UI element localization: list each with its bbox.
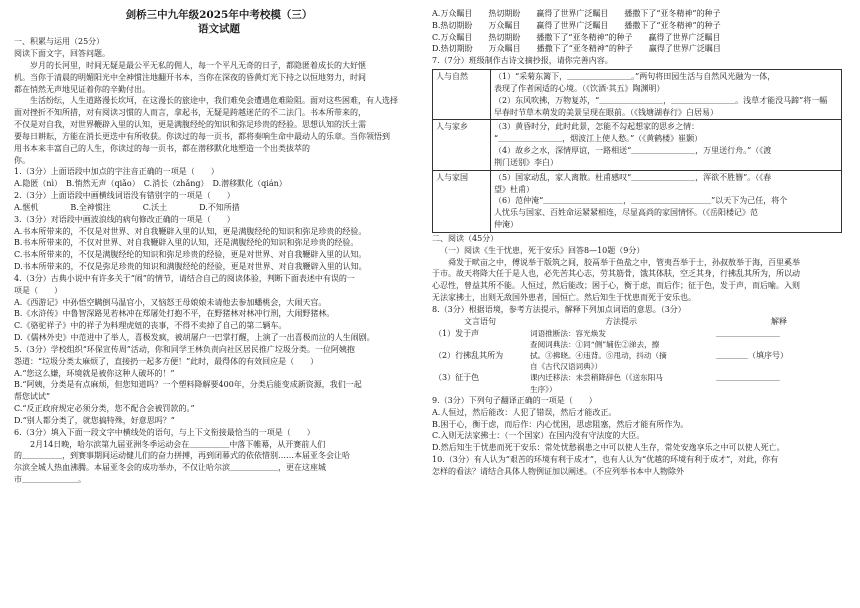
hint-line: 课内迁移法：未尝稍降辞色（《送东阳马 [530,373,663,383]
question-5 [14,344,424,427]
section1-instruction: 阅读下面文字，回答问题。 [14,49,110,59]
answer-blank[interactable]: ＿＿＿＿＿＿＿＿ [716,328,780,338]
hint-line: 词语推断法：容光焕发 [530,328,606,338]
table-row [432,328,844,350]
table-line: 望》杜甫） [494,184,534,194]
passage [14,60,424,166]
table-cell: （2）行拂乱其所为 [434,351,504,360]
section2-heading: 二、阅读（45分） [432,233,499,243]
table-line: “＿＿＿＿＿＿＿＿，烟波江上使人愁。”（《黄鹤楼》崔颢） [494,134,703,144]
question-stem: 4.（3分）古典小说中有许多关于“闹”的情节，请结合自己的阅读体验，判断下面表述中有误的一 [14,273,355,283]
question-option: D.热切期盼 万众瞩目 播撒下了“亚冬精神”的种子 赢得了世界广泛瞩目 [432,44,721,54]
question-6 [14,427,424,486]
question-option: C.《骆驼祥子》中的祥子为料理虎妞的丧事，不得不卖掉了自己的第二辆车。 [14,321,287,331]
exam-subtitle: 语文试题 [198,23,240,36]
table-line: 早春时节草木萌发的美景呈现在眼前。（《钱塘湖春行》白居易） [494,107,718,117]
hint-line: 查阅词典法：①同“侧”辅佐②涕去，擦 [530,339,660,349]
table-cell [528,350,714,372]
hint-line: 生序》） [530,384,557,394]
question-stem: 10.（3分）有人认为“艰苦的环境有利于成才”，也有人认为“优越的环境有利于成才”，对此，你有 [432,455,779,465]
passage-line: 生活纷纭，人生道路漫长坎坷，在这漫长的旅途中，我们难免会遭遇危难险阻。面对这些困难，有人选择 [30,96,398,106]
question-text: 的＿＿＿＿＿，到赛事期间运动健儿们的奋力拼搏，再到闭幕式的依依惜别……本届亚冬会让哈 [14,451,350,461]
passage-line: 用书本来丰富自己的人生，你读过的每一页书，都在潜移默化地塑造一个出类拔萃的 [14,143,310,153]
hint-line: 自《古代汉语词典》） [530,362,603,372]
passage-line: 都在悄然无声地见证着你的辛勤付出。 [14,84,150,94]
table-cell [491,170,842,232]
question-option: A.惬机 B.全神惯注 C.沃土 D.不知所措 [14,202,240,212]
question-option: A.人恒过，然后能改：人犯了错误，然后才能改正。 [432,407,617,417]
question-option: C.“反正政府规定必须分类，您不配合会被罚款的。” [14,404,195,414]
question-option: D.然后知生于忧患而死于安乐：常处忧愁祸患之中可以使人生存，常处安逸享乐之中可以使人死亡。 [432,443,785,453]
answer-blank[interactable]: ＿＿＿＿＿＿＿＿ [716,373,780,383]
question-option: A.万众瞩目 热切期盼 赢得了世界广泛瞩目 播撒下了“亚冬精神”的种子 [432,9,721,18]
table-cell [491,120,842,170]
table-line: 荆门送别》李白） [494,157,558,167]
question-option: C.书本所带来的，不仅是满腹经纶的知识和弥足珍贵的经验，更是对世界、对自我鞭辟入里的认知。 [14,250,367,260]
table-line: 仲淹） [494,220,518,230]
passage-line: 机。当你于清晨的明媚阳光中全神惯注地翻开书本，当你在深夜的昏黄灯光下持之以恒地努力，时间 [14,72,366,82]
question-option: B.《水浒传》中鲁智深路见若林冲在郑屠处打抱不平，在野猪林对林冲行刑，大闹野猪林。 [14,309,335,319]
table-line: （2）东风吹拂，万物复苏，“＿＿＿＿＿＿＿＿，＿＿＿＿＿＿＿＿。浅草才能没马蹄”将一幅 [494,95,828,105]
q6-options [432,8,848,55]
question-8-stem: 8.（3分）根据语境，参考方法提示，解释下列加点词语的意思。（3分） [432,304,686,314]
question-10 [432,454,848,478]
question-3 [14,214,424,273]
table-cell [528,328,714,350]
table-header-row [432,316,844,328]
question-stem: 5.（3分）学校组织“环保宣传周”活动，你和同学王林负责向社区居民推广垃圾分类。一位阿姨抱 [14,344,355,354]
question-4 [14,273,424,344]
passage-line: 于市。故天将降大任于是人也，必先苦其心志，劳其筋骨，饿其体肤，空乏其身，行拂乱其所为，所以动 [432,269,800,279]
table-category: 人与家乡 [433,120,491,170]
question-option: 项是（ ） [14,285,62,295]
table-header: 解释 [771,316,787,326]
question-option: A.书本所带来的，不仅是对世界、对自我鞭辟入里的认知，更是满腹经纶的知识和弥足珍贵的经验。 [14,226,367,236]
question-option: D.《儒林外史》中范进中了举人，喜极发疯，被胡屠户一巴掌打醒，上演了一出喜极而泣的人生闹剧。 [14,333,375,343]
right-column [432,8,848,604]
table-cell [528,372,714,394]
passage-line: 不仅是对自我，对世界鞭辟入里的认知，更是满腹经纶的知识和弥足珍贵的经验。思想认知的沃土需 [14,120,366,130]
section2-sub-heading: （一）阅读《生于忧患，死于安乐》回答8—10题（9分） [440,245,645,255]
question-option: D.“别人都分类了，就您搞特殊，好意思吗？” [14,415,175,425]
table-line: （6）范仲淹“＿＿＿＿＿＿＿＿＿＿，＿＿＿＿＿＿＿＿＿＿”以天下为己任，将个 [494,196,788,206]
table-row [432,350,844,372]
table-line: 人忧乐与国家、百姓命运紧紧相连，尽显高尚的家国情怀。（《岳阳楼记》范 [494,208,758,218]
table-header: 文言语句 [464,316,496,326]
question-1 [14,166,424,190]
question-text: 尔滨全城人热血沸腾。本届亚冬会的成功举办，不仅让哈尔滨＿＿＿＿＿＿，更在这座城 [14,463,326,473]
question-2 [14,190,424,214]
question-stem: 6.（3分）填入下面一段文字中横线处的语句，与上下文衔接最恰当的一项是（ ） [14,427,315,437]
question-option: A.隐匿（nì） B.悄然无声（qiǎo） C.消长（zhǎng） D.潜移默化（qián） [14,179,287,189]
question-stem: 1.（3分）上面语段中加点的字注音正确的一项是（ ） [14,167,219,177]
table-row [433,70,842,120]
question-option: C.万众瞩目 热切期盼 播撒下了“亚冬精神”的种子 赢得了世界广泛瞩目 [432,32,721,42]
table-category: 人与自然 [433,70,491,120]
table-line: （4）故乡之水，深情厚谊，一路相送“＿＿＿＿＿＿＿＿，万里送行舟。”（《渡 [494,146,772,156]
question-text: 2月14日晚，哈尔滨第九届亚洲冬季运动会在＿＿＿＿＿中落下帷幕，从开赛前人们 [30,439,326,449]
hint-line: 拭。③拂晓。④违背。⑤甩动，抖动（摘 [530,351,667,360]
table-header: 方法提示 [605,316,637,326]
question-stem: 3.（3分）对语段中画波浪线的病句修改正确的一项是（ ） [14,214,235,224]
table-cell: （1）发于声 [434,328,480,338]
word-explain-table [432,316,844,395]
passage-line: 心忍性，曾益其所不能。人恒过，然后能改；困于心，衡于虑，而后作；征于色，发于声，而后喻。入则 [432,281,800,291]
exam-title: 剑桥三中九年级2025年中考校模（三） [125,9,313,21]
passage-line: 要每日耕耘，方能在消长更迭中有所收获。你读过的每一页书，都将奏响生命中最动人的乐章。当你领悟到 [14,131,390,141]
question-option: A.“您这么嫌，环境就是被你这种人破坏的！” [14,368,175,378]
passage-line: 你。 [14,155,30,165]
table-row [432,372,844,394]
table-line: （1）“采菊东篱下，＿＿＿＿＿＿＿＿。”两句将田园生活与自然风光融为一体， [494,72,776,82]
question-option: C.入则无法家拂士：（一个国家）在国内没有守法度的大臣。 [432,431,645,441]
question-option: B.热切期盼 万众瞩目 赢得了世界广泛瞩目 播撒下了“亚冬精神”的种子 [432,20,721,30]
table-row [433,120,842,170]
classical-passage [432,257,848,304]
question-stem: 9.（3分）下列句子翻译正确的一项是（ ） [432,395,597,405]
question-option: 帮您试试” [14,392,51,402]
question-stem: 2.（3分）上面语段中画横线词语没有错别字的一项是（ ） [14,191,235,201]
passage-line: 岁月的长河里，时间无疑是最公平无私的佣人，每一个平凡无奇的日子，都隐匿着成长的大好惬 [30,61,366,70]
table-line: 表现了作者闲适的心境。（《饮酒·其五》陶渊明） [494,83,665,93]
question-text: 市＿＿＿＿＿＿＿。 [14,474,86,484]
passage-line: 面对挫折不知所措，对有阅读习惯的人而言，拿起书，无疑是跨越迷茫的不二法门。书本所带来的， [14,108,366,118]
question-option: B.“阿姨，分类是有点麻烦，但您知道吗？一个塑料降解要400年，分类后能变成新资源，我们一起 [14,380,362,390]
question-9 [432,395,848,454]
section1-heading: 一、积累与运用（25分） [14,37,105,47]
table-category: 人与家国 [433,170,491,232]
table-row [433,170,842,232]
table-line: （3）黄昏时分，此时此景，怎能不勾起想家的思乡之情： [494,122,700,132]
question-stem: 怎样的看法？请结合具体人物例证加以阐述。（不应列举书本中人物除外 [432,466,684,476]
table-line: （5）国家动乱，家人离散。杜甫感叹“＿＿＿＿＿＿＿＿，浑欲不胜簪”。（《春 [494,172,772,182]
question-option: 怨道：“垃圾分类太麻烦了，直接扔一起多方便！”此时，最得体的有效回应是（ ） [14,356,319,366]
question-7-stem: 7.（7分）班级制作古诗文摘抄报，请你完善内容。 [432,56,613,66]
passage-line: 舜发于畎亩之中，傅说举于版筑之间，胶鬲举于鱼盐之中，管夷吾举于士，孙叔敖举于海，百里奚举 [448,257,800,267]
table-cell: （3）征于色 [434,373,480,383]
passage-line: 无法家拂士，出则无敌国外患者，国恒亡。然后知生于忧患而死于安乐也。 [432,293,696,303]
question-option: B.困于心，衡于虑，而后作：内心忧困，思虑阻塞，然后才能有所作为。 [432,419,689,429]
table-cell [491,70,842,120]
question-option: A.《西游记》中孙悟空瞒倒马温官小，又恼怒王母娘娘未请他去参加蟠桃会，大闹天宫。 [14,297,327,307]
left-column [14,8,424,604]
question-option: D.书本所带来的，不仅是弥足珍贵的知识和满腹经纶的经验，更是对世界、对自我鞭辟入里的认知。 [14,262,367,272]
poetry-table [432,69,842,233]
question-option: B.书本所带来的，不仅对世界、对自我鞭辟入里的认知，还是满腹经纶的知识和弥足珍贵的经验。 [14,238,359,248]
answer-blank[interactable]: ＿＿＿＿（填序号） [716,351,788,360]
